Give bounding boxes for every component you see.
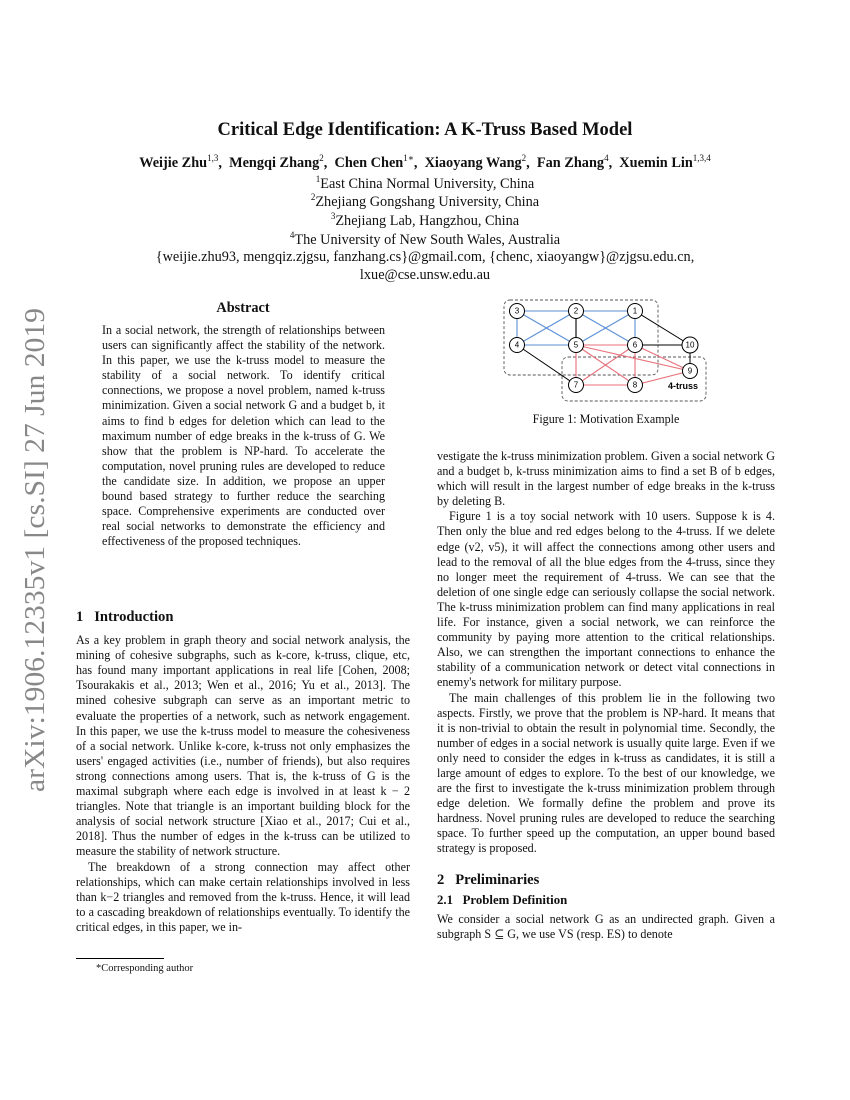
edge xyxy=(517,345,576,385)
node-6 xyxy=(628,338,643,353)
node-label: 8 xyxy=(632,380,638,390)
affiliation-text: Zhejiang Lab, Hangzhou, China xyxy=(335,212,520,229)
edge xyxy=(635,345,690,371)
graph-nodes xyxy=(510,304,699,393)
node-label: 7 xyxy=(573,380,579,390)
author-name: Chen Chen xyxy=(334,154,404,171)
node-9 xyxy=(683,364,698,379)
problem-definition-heading xyxy=(437,893,775,908)
author-line: Weijie Zhu$^{1,3}$, Mengqi Zhang$^2$, Chen Chen$^{1∗}$, Xiaoyang Wang$^2$, Fan Zhang$^4$, Xuemin Lin$^{1,3,4}$ xyxy=(139,153,711,171)
author-sup: 4 xyxy=(604,153,609,163)
author-sup: 1,3,4 xyxy=(692,153,711,163)
author-name: Mengqi Zhang xyxy=(229,154,320,171)
affiliation-2 xyxy=(0,192,850,211)
node-label: 2 xyxy=(573,306,579,316)
affiliation-text: East China Normal University, China xyxy=(320,175,535,192)
intro-paragraph-1: As a key problem in graph theory and social network analysis, the mining of cohesive subgraphs, such as k-core, k-truss, clique, etc, has found many important applications in real life [Cohen, 2008; Tsourakakis et al., 2013; Wen et al., 2016; Yu et al., 2013]. The mined cohesive subgraph can serve as an important metric to evaluate the properties of a network, such as network engagement. In this paper, we use the k-truss model to measure the cohesiveness of a social network. Unlike k-core, k-truss not only emphasizes the users' engaged activities (i.e., number of friends), but also requires strong connections among users. That is, the k-truss of G is the maximal subgraph where each edge is involved in at least k − 2 triangles. Note that triangle is an important building block for the analysis of social network structure [Xiao et al., 2017; Cui et al., 2018]. Thus the number of edges in the k-truss can be utilized to measure the stability of network structure. xyxy=(76,633,410,859)
node-label: 5 xyxy=(573,340,579,350)
right-column xyxy=(437,449,775,942)
node-label: 6 xyxy=(632,340,638,350)
node-label: 9 xyxy=(687,366,693,376)
subsection-number: 2.1 xyxy=(437,892,453,907)
abstract-body xyxy=(102,323,385,549)
affiliation-sup: 4 xyxy=(289,230,295,240)
preliminaries-heading xyxy=(437,873,775,888)
node-2 xyxy=(569,304,584,319)
email-line-1: {weijie.zhu93, mengqiz.zjgsu, fanzhang.cs}@gmail.com, {chenc, xiaoyangw}@zjgsu.edu.cn, xyxy=(155,249,695,265)
footnote-rule xyxy=(76,958,164,959)
author-sup: 1∗ xyxy=(403,153,414,163)
node-8 xyxy=(628,378,643,393)
author-sup: 2 xyxy=(319,153,324,163)
intro-paragraph-2: The breakdown of a strong connection may affect other relationships, which can make certain relationships involved in less than k−2 triangles and removed from the k-truss. Hence, it will lead to a cascading breakdown of relationships eventually. To identify the critical edges, in this paper, we in- xyxy=(76,859,410,934)
footnote: *Corresponding author xyxy=(96,963,194,974)
section-number: 1 xyxy=(76,609,84,625)
truss-label: 4-truss xyxy=(668,381,699,391)
author-name: Xuemin Lin xyxy=(619,154,693,171)
section-title: Preliminaries xyxy=(455,871,540,888)
edges-black xyxy=(514,311,690,385)
problem-definition-text: We consider a social network G as an undirected graph. Given a subgraph S ⊆ G, we use VS (resp. ES) to denote xyxy=(437,911,775,941)
node-7 xyxy=(569,378,584,393)
node-label: 4 xyxy=(514,340,520,350)
right-paragraph-2: Figure 1 is a toy social network with 10 users. Suppose k is 4. Then only the blue and red edges belong to the 4-truss. If we delete edge (v2, v5), it will affect the connections among other users and lead to the removal of all the blue edges from the 4-truss, since they no longer meet the requirement of 4-truss. We can see that the deletion of one single edge can seriously collapse the social network. The k-truss minimization problem can find many applications in real life. For instance, given a social network, we can reinforce the community by paying more attention to the critical relationships. Also, we can strengthen the important connections to enhance the stability of a communication network or detect vital connections in enemy's network for military purpose. xyxy=(437,509,775,690)
author-name: Fan Zhang xyxy=(536,154,605,171)
motivation-figure xyxy=(500,297,712,405)
edge xyxy=(635,311,690,345)
node-label: 1 xyxy=(632,306,638,316)
subsection-title: Problem Definition xyxy=(462,892,568,907)
affiliation-1 xyxy=(0,174,850,193)
node-1 xyxy=(628,304,643,319)
email-line-2: lxue@cse.unsw.edu.au xyxy=(359,267,491,283)
node-10 xyxy=(682,337,698,353)
affiliation-sup: 3 xyxy=(330,211,336,221)
arxiv-stamp-text: arXiv:1906.12335v1 [cs.SI] 27 Jun 2019 xyxy=(20,334,51,792)
right-paragraph-1: vestigate the k-truss minimization problem. Given a social network G and a budget b, k-truss minimization aims to find a set B of b edges, which will result in the largest number of edge breaks in the k-truss by deleting B. xyxy=(437,449,775,509)
affiliation-text: Zhejiang Gongshang University, China xyxy=(315,193,540,210)
section-number: 2 xyxy=(437,871,445,888)
node-label: 3 xyxy=(514,306,520,316)
section-title: Introduction xyxy=(94,609,174,625)
node-label: 10 xyxy=(685,340,695,350)
affiliation-3 xyxy=(0,211,850,230)
introduction-heading xyxy=(76,610,410,625)
abstract-heading: Abstract xyxy=(216,300,270,316)
author-name: Weijie Zhu xyxy=(139,154,208,171)
affiliation-4 xyxy=(0,230,850,249)
author-name: Xiaoyang Wang xyxy=(424,154,522,171)
introduction-section xyxy=(76,610,410,935)
author-sup: 2 xyxy=(521,153,527,163)
figure-caption: Figure 1: Motivation Example xyxy=(532,412,680,426)
author-sup: 1,3 xyxy=(207,153,219,163)
affiliation-text: The University of New South Wales, Australia xyxy=(294,231,561,248)
paper-title: Critical Edge Identification: A K-Truss Based Model xyxy=(217,120,633,140)
affiliation-sup: 1 xyxy=(315,174,321,184)
affiliation-sup: 2 xyxy=(310,192,316,202)
node-4 xyxy=(510,338,525,353)
node-3 xyxy=(510,304,525,319)
abstract-text: In a social network, the strength of relationships between users can significantly affect the stability of the network. In this paper, we use the k-truss model to measure the stability of a social network. To identify critical connections, we propose a novel problem, named k-truss minimization. Given a social network G and a budget b, it aims to find b edges for deletion which can lead to the maximum number of edge breaks in the k-truss of G. We show that the problem is NP-hard. To accelerate the computation, novel pruning rules are developed to reduce the candidate size. In addition, we propose an upper bound based strategy to further reduce the searching space. Comprehensive experiments are conducted over real social networks to demonstrate the efficiency and effectiveness of the proposed techniques. xyxy=(102,323,385,549)
node-5 xyxy=(569,338,584,353)
arxiv-side-stamp xyxy=(8,300,54,800)
right-paragraph-3: The main challenges of this problem lie in the following two aspects. Firstly, we prove that the problem is NP-hard. It means that it is non-trivial to obtain the result in polynomial time. Secondly, the number of edges in a social network is usually quite large. Even if we only need to consider the edges in k-truss as candidates, it is still a large amount of edges to explore. To the best of our knowledge, we are the first to investigate the k-truss minimization problem through edge deletion. We formally define the problem and prove its hardness. Novel pruning rules are developed to reduce the searching space. To further speed up the computation, an upper bound based strategy is proposed. xyxy=(437,690,775,856)
